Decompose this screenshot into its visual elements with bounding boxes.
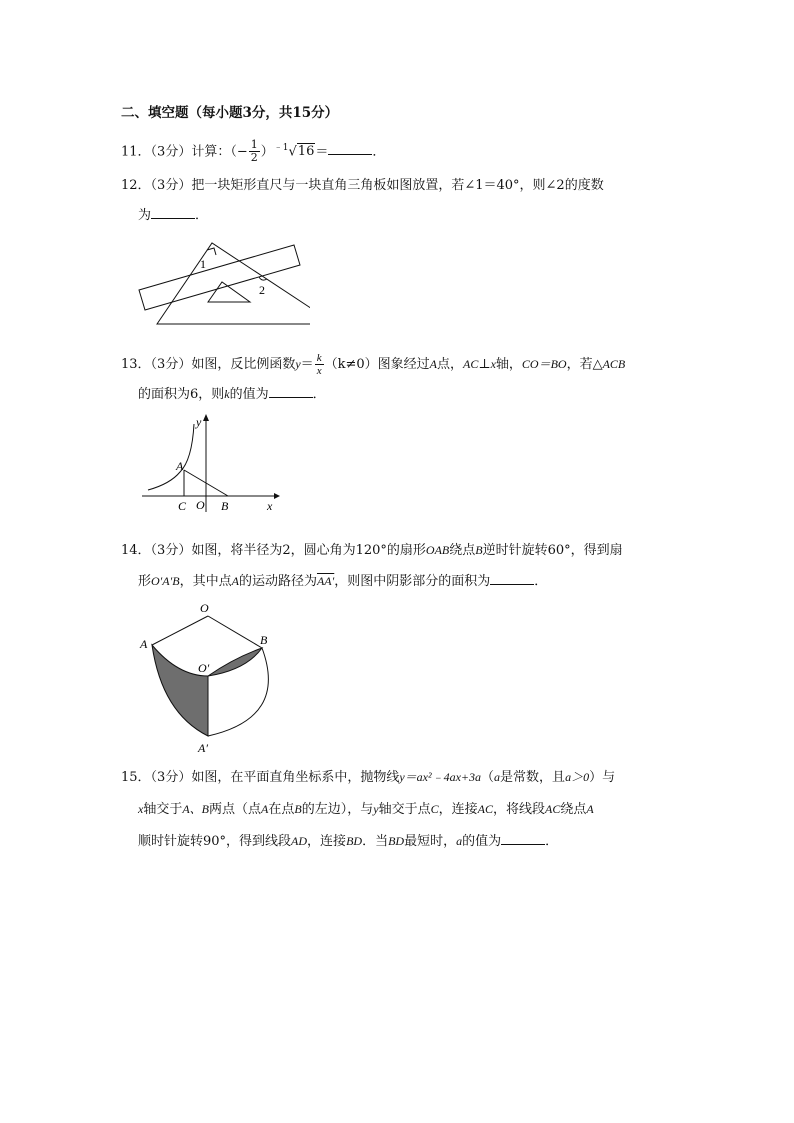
sqrt-icon: √ [288,144,297,160]
q15-bd: BD [346,834,363,848]
point-ap-label: A′ [198,741,208,755]
q11-sqrt-arg: 16 [297,144,315,160]
q14-text-b: 绕点 [449,543,476,558]
q15-ac: AC [477,802,493,816]
question-14-line2 [138,571,547,592]
q13-co-bo: CO＝BO [521,357,567,371]
q15-pt-a-2: A [586,802,594,816]
segment-ob [208,616,262,648]
point-c-label: C [178,499,187,513]
q15-pt-b: B [294,802,302,816]
shaded-region-left [152,645,208,736]
q15-line2-f: 在点 [268,802,295,817]
question-15-line3 [138,831,558,852]
q15-ab: A、B [182,802,210,816]
q15-line3-e: ．当 [362,834,389,849]
q13-perp: ⊥ [478,357,491,372]
q13-text-a: 如图，反比例函数 [191,357,296,372]
q15-a: a [494,770,501,784]
q13-cond: （k≠0）图象经过 [324,357,430,372]
point-a-label: A [140,637,148,651]
q15-y: y [373,802,379,816]
q11-fraction [249,139,260,164]
point-b-label: B [260,633,268,647]
q11-exponent: ﹣1 [273,143,289,153]
question-12 [121,176,604,196]
q15-line2-j: 轴交于点 [378,802,431,817]
q14-line2-b: ，其中点 [179,574,232,589]
triangle-board [157,243,310,324]
q13-figure [140,412,280,516]
question-13-line2 [138,384,326,405]
q14-arc: AA′ [316,574,335,588]
q11-frac-num: 1 [250,138,258,152]
q15-line3-i: 的值为 [462,834,502,849]
point-o-label: O [196,498,205,512]
q14-line2-c: 的运动路径为 [238,574,317,589]
q14-text: 如图，将半径为2，圆心角为120°的扇形 [191,543,426,558]
q13-x: x [490,357,496,371]
question-15-line2 [138,799,594,820]
q15-score: （3分） [150,770,192,785]
shaded-region-right [208,648,262,676]
section-title: 二、填空题（每小题3分，共15分） [121,105,339,121]
question-13 [121,352,625,377]
q13-line2-b: 的值为 [229,387,269,402]
q14-b: B [475,543,483,557]
q12-end: ． [195,208,209,223]
q14-number: 14． [121,543,151,558]
q13-k: k [224,387,230,401]
q12-number: 12． [121,178,151,193]
q14-answer-blank[interactable] [490,572,534,585]
q15-line1-c: 是常数，且 [500,770,566,785]
y-axis-arrow-icon [203,414,209,421]
q15-line1-a: 如图，在平面直角坐标系中，抛物线 [191,770,400,785]
y-axis-label: y [196,415,202,429]
q15-bd-2: BD [388,834,405,848]
hyperbola-curve [148,424,194,490]
q15-ac-2: AC [544,802,561,816]
question-12-line2 [138,206,208,226]
q14-line2-a: 形 [138,574,152,589]
q15-cond: a＞0 [565,770,590,784]
q14-oab2: O′A′B [151,574,180,588]
q15-line2-b: 轴交于 [143,802,183,817]
q11-text: 计算：（ [191,144,237,160]
q15-line3-g: 最短时， [404,834,457,849]
q13-func-y: y [295,357,301,371]
q15-line2-n: ，将线段 [492,802,545,817]
q15-line2-p: 绕点 [560,802,587,817]
q15-pt-c: C [430,802,439,816]
q15-number: 15． [121,770,151,785]
q15-a-2: a [456,834,463,848]
q13-fraction [315,352,324,377]
q15-equation: y＝ax²﹣4ax+3a [399,770,482,784]
q13-number: 13． [121,357,151,372]
q13-text-c: 轴， [495,357,522,372]
inner-triangle [208,282,250,302]
q14-text-c: 逆时针旋转60°，得到扇 [482,543,623,558]
q11-frac-sign: − [236,144,248,160]
q13-point: A [429,357,437,371]
q15-line3-a: 顺时针旋转90°，得到线段 [138,834,292,849]
angle-2-label: 2 [259,283,265,297]
q13-answer-blank[interactable] [269,385,313,398]
q15-line2-d: 两点（点 [209,802,262,817]
question-11 [121,138,385,164]
q14-score: （3分） [150,543,192,558]
q14-a: A [231,574,239,588]
q11-frac-den: 2 [250,151,258,165]
q14-end: ． [534,574,548,589]
q11-equals: ＝ [315,144,329,160]
q13-ac: AC [462,357,479,371]
q11-end: ． [372,144,386,160]
q13-text-b: 点， [436,357,463,372]
q11-score: （3分） [150,144,192,160]
point-op-label: O′ [198,661,210,675]
question-14 [121,540,623,561]
q15-answer-blank[interactable] [501,832,545,845]
q15-line2-l: ，连接 [438,802,478,817]
q12-answer-blank[interactable] [151,206,195,219]
q15-line1-b: （ [481,770,495,785]
point-b-label: B [221,499,229,513]
x-axis-arrow-icon [274,493,280,499]
q14-oab: OAB [425,543,450,557]
q13-text-d: ，若△ [566,357,603,372]
q13-acb: ACB [602,357,626,371]
point-o-label: O [200,601,209,615]
q15-ad: AD [291,834,308,848]
q13-score: （3分） [150,357,192,372]
q12-score: （3分） [150,178,192,193]
q11-close: ） [260,144,274,160]
ruler [139,245,300,310]
q12-figure [130,238,310,330]
q13-end: ． [312,387,326,402]
q12-line2: 为 [138,208,152,223]
q13-frac-num: k [316,352,322,364]
q11-answer-blank[interactable] [328,142,372,155]
q15-end: ． [545,834,559,849]
q13-frac-den: x [316,365,322,377]
q15-line2-h: 的左边），与 [301,802,374,817]
q14-figure [138,598,278,758]
x-axis-label: x [267,499,273,513]
q14-line2-d: ，则图中阴影部分的面积为 [334,574,491,589]
question-15 [121,767,615,788]
q13-func-eq: ＝ [300,357,314,372]
point-a-label: A [176,459,184,473]
q11-number: 11． [121,144,151,160]
q15-x: x [138,802,144,816]
q15-line1-d: ）与 [589,770,616,785]
q15-line3-c: ，连接 [307,834,347,849]
q13-line2-a: 的面积为6，则 [138,387,225,402]
segment-oa [152,616,208,645]
q12-text: 把一块矩形直尺与一块直角三角板如图放置，若∠1＝40°，则∠2的度数 [191,178,604,193]
angle-1-label: 1 [200,257,206,271]
q15-pt-a: A [261,802,269,816]
